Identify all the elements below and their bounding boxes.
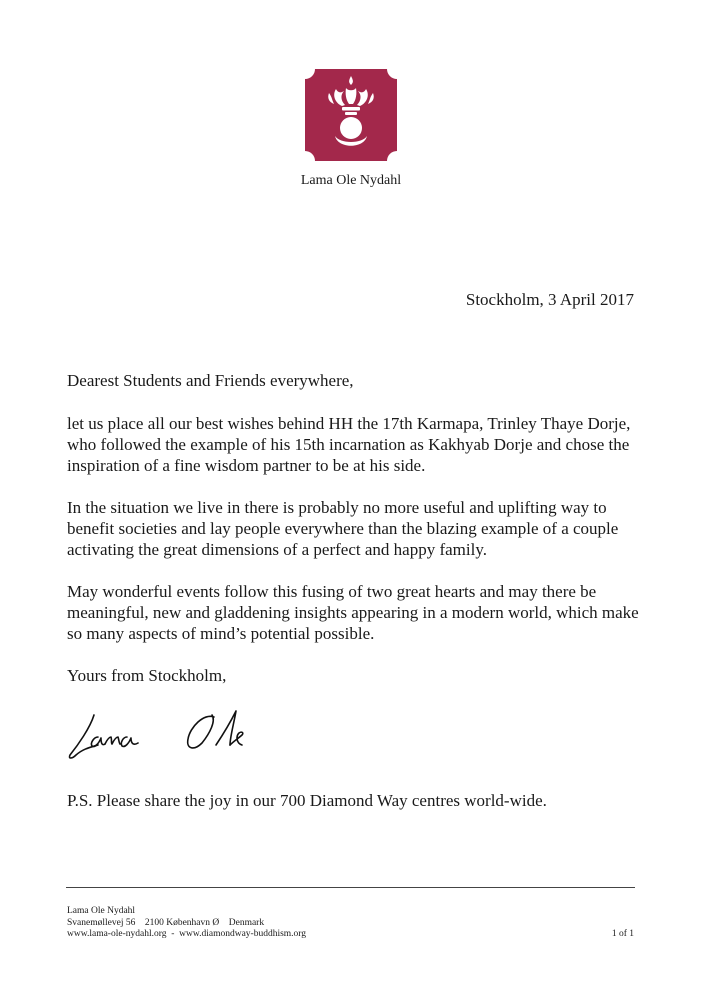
closing-text: Yours from Stockholm, xyxy=(67,666,227,685)
handwritten-signature xyxy=(64,703,284,773)
postscript xyxy=(67,790,647,811)
paragraph-text: In the situation we live in there is probably no more useful and uplifting way to benefit societies and lay people everywhere than the blazing example of a couple activating the great dimensions of a perfect and happy family. xyxy=(67,498,619,559)
footer xyxy=(67,906,306,941)
footer-divider xyxy=(66,887,635,888)
salutation-text: Dearest Students and Friends everywhere, xyxy=(67,371,354,390)
salutation xyxy=(67,370,647,391)
date-line: Stockholm, 3 April 2017 xyxy=(465,290,634,309)
footer-address: Svanemøllevej 56 2100 København Ø Denmark xyxy=(67,917,265,928)
letterhead-name: Lama Ole Nydahl xyxy=(300,173,402,188)
body-paragraph xyxy=(67,581,647,644)
diamond-way-emblem-icon xyxy=(305,69,397,161)
body-paragraph xyxy=(67,497,647,560)
body-paragraph xyxy=(67,413,647,476)
footer-name: Lama Ole Nydahl xyxy=(67,906,136,916)
footer-websites: www.lama-ole-nydahl.org - www.diamondway-buddhism.org xyxy=(67,929,307,939)
closing xyxy=(67,665,647,686)
postscript-text: P.S. Please share the joy in our 700 Diamond Way centres world-wide. xyxy=(67,791,547,810)
paragraph-text: May wonderful events follow this fusing of two great hearts and may there be meaningful, new and gladdening insights appearing in a modern world, which make so many aspects of mind’s potential possible. xyxy=(67,582,639,643)
page-number: 1 of 1 xyxy=(611,929,634,939)
paragraph-text: let us place all our best wishes behind HH the 17th Karmapa, Trinley Thaye Dorje, who followed the example of his 15th incarnation as Kakhyab Dorje and chose the inspiration of a fine wisdom partner to be at his side. xyxy=(67,414,631,475)
